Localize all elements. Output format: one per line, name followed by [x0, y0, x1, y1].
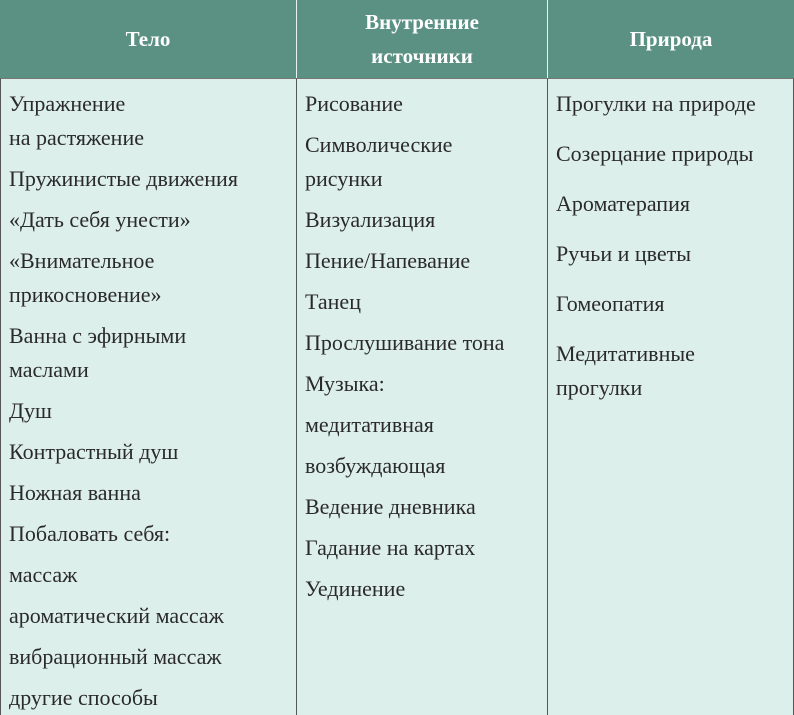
list-item: Танец	[305, 289, 361, 314]
list-item: вибрационный массаж	[9, 644, 222, 669]
list-item: Символические рисунки	[305, 132, 453, 191]
header-body: Тело	[0, 0, 296, 78]
list-item: Пружинистые движения	[9, 166, 238, 191]
list-item: Ведение дневника	[305, 494, 476, 519]
list-item: медитативная	[305, 412, 434, 437]
list-item: «Дать себя унести»	[9, 207, 191, 232]
list-item: Побаловать себя:	[9, 521, 171, 546]
header-inner-sources-label: Внутренние источники	[365, 10, 479, 68]
list-item: Прослушивание тона	[305, 330, 505, 355]
list-item: Гадание на картах	[305, 535, 476, 560]
list-item: Ручьи и цветы	[556, 241, 692, 266]
list-item: Ванна с эфирными маслами	[9, 323, 187, 382]
list-item: массаж	[9, 562, 78, 587]
list-item: возбуждающая	[305, 453, 446, 478]
list-item: Прогулки на природе	[556, 91, 756, 116]
list-item: Уединение	[305, 576, 406, 601]
header-nature: Природа	[547, 0, 794, 78]
list-item: Ножная ванна	[9, 480, 141, 505]
list-item: Визуализация	[305, 207, 436, 232]
list-item: ароматический массаж	[9, 603, 224, 628]
list-item: Медитативные прогулки	[556, 341, 695, 400]
list-item: Упражнение на растяжение	[9, 91, 144, 150]
list-item: Контрастный душ	[9, 439, 179, 464]
column-inner-sources	[296, 78, 547, 715]
list-item: «Внимательное прикосновение»	[9, 248, 162, 307]
list-item: Гомеопатия	[556, 291, 665, 316]
list-item: Музыка:	[305, 371, 385, 396]
list-item: Созерцание природы	[556, 141, 754, 166]
column-nature	[547, 78, 794, 715]
list-item: Ароматерапия	[556, 191, 690, 216]
list-item: Рисование	[305, 91, 403, 116]
list-item: Пение/Напевание	[305, 248, 471, 273]
list-item: Душ	[9, 398, 52, 423]
list-item: другие способы	[9, 685, 158, 710]
column-body	[0, 78, 296, 715]
header-inner-sources	[296, 0, 547, 78]
